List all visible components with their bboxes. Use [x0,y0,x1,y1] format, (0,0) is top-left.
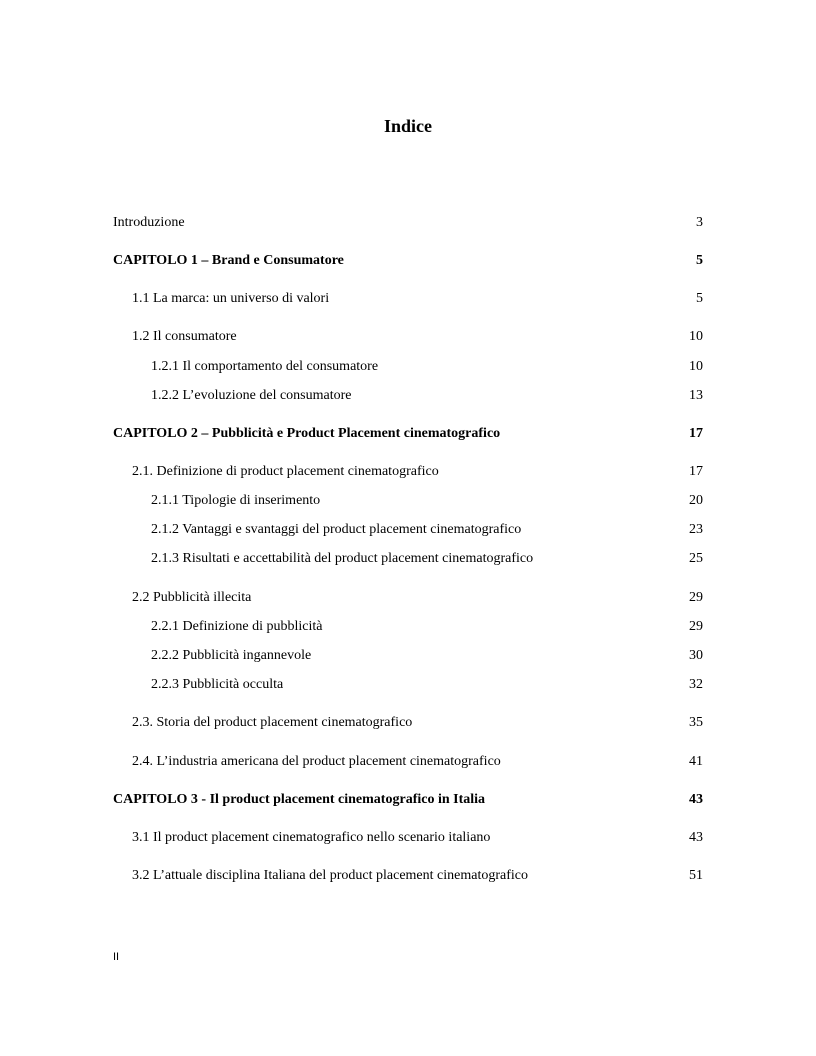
toc-entry-page: 25 [689,551,703,566]
toc-entry-page: 3 [696,215,703,230]
toc-entry-label: 3.2 L’attuale disciplina Italiana del product placement cinematografico [132,868,528,883]
toc-entry-page: 29 [689,619,703,634]
toc-entry-2-2 [113,588,703,608]
toc-entry-page: 51 [689,868,703,883]
toc-entry-label: CAPITOLO 2 – Pubblicità e Product Placement cinematografico [113,426,501,441]
toc-entry-2-3 [113,713,703,733]
toc-entry-page: 23 [689,522,703,537]
toc-entry-label: 2.4. L’industria americana del product placement cinematografico [132,754,501,769]
toc-entry-label: 2.2.3 Pubblicità occulta [151,677,284,692]
toc-entry-label: CAPITOLO 3 - Il product placement cinematografico in Italia [113,792,486,807]
toc-entry-label: 2.3. Storia del product placement cinematografico [132,715,413,730]
toc-entry-page: 35 [689,715,703,730]
toc-entry-label: 2.2.1 Definizione di pubblicità [151,619,323,634]
toc-entry-page: 32 [689,677,703,692]
toc-entry-page: 10 [689,359,703,374]
toc-entry-2-1-2 [113,520,703,540]
toc-entry-3-2 [113,866,703,886]
toc-entry-2-2-2 [113,646,703,666]
toc-entry-label: 2.1. Definizione di product placement cinematografico [132,464,439,479]
toc-entry-page: 30 [689,648,703,663]
toc-entry-page: 17 [689,464,703,479]
toc-entry-1-2-2 [113,386,703,406]
toc-entry-label: 1.2 Il consumatore [132,329,237,344]
toc-entry-label: 1.2.1 Il comportamento del consumatore [151,359,379,374]
toc-entry-label: 2.2.2 Pubblicità ingannevole [151,648,312,663]
toc-entry-page: 29 [689,590,703,605]
toc-entry-1-2-1 [113,357,703,377]
toc-entry-capitolo-2 [113,424,703,444]
toc-entry-page: 10 [689,329,703,344]
toc-entry-capitolo-1 [113,251,703,271]
toc-entry-2-1 [113,462,703,482]
toc-entry-label: 3.1 Il product placement cinematografico nello scenario italiano [132,830,491,845]
table-of-contents [113,0,703,1056]
toc-entry-label: 1.1 La marca: un universo di valori [132,291,330,306]
toc-entry-page: 20 [689,493,703,508]
toc-entry-2-1-1 [113,491,703,511]
toc-entry-1-2 [113,327,703,347]
toc-entry-2-4 [113,752,703,772]
toc-entry-label: CAPITOLO 1 – Brand e Consumatore [113,253,344,268]
toc-entry-capitolo-3 [113,790,703,810]
toc-entry-page: 41 [689,754,703,769]
toc-entry-2-1-3 [113,549,703,569]
toc-entry-introduzione [113,213,703,233]
toc-entry-3-1 [113,828,703,848]
toc-entry-2-2-1 [113,617,703,637]
toc-entry-page: 5 [696,253,703,268]
toc-entry-label: 2.2 Pubblicità illecita [132,590,252,605]
page-title: Indice [383,116,432,136]
toc-entry-2-2-3 [113,675,703,695]
toc-entry-label: 1.2.2 L’evoluzione del consumatore [151,388,352,403]
page-number: II [113,951,120,963]
toc-entry-page: 43 [689,830,703,845]
toc-entry-label: 2.1.3 Risultati e accettabilità del product placement cinematografico [151,551,534,566]
toc-entry-label: Introduzione [113,215,185,230]
toc-entry-page: 5 [696,291,703,306]
toc-entry-page: 17 [689,426,703,441]
toc-entry-label: 2.1.2 Vantaggi e svantaggi del product placement cinematografico [151,522,522,537]
toc-entry-label: 2.1.1 Tipologie di inserimento [151,493,321,508]
toc-entry-page: 43 [689,792,703,807]
toc-entry-page: 13 [689,388,703,403]
toc-entry-1-1 [113,289,703,309]
